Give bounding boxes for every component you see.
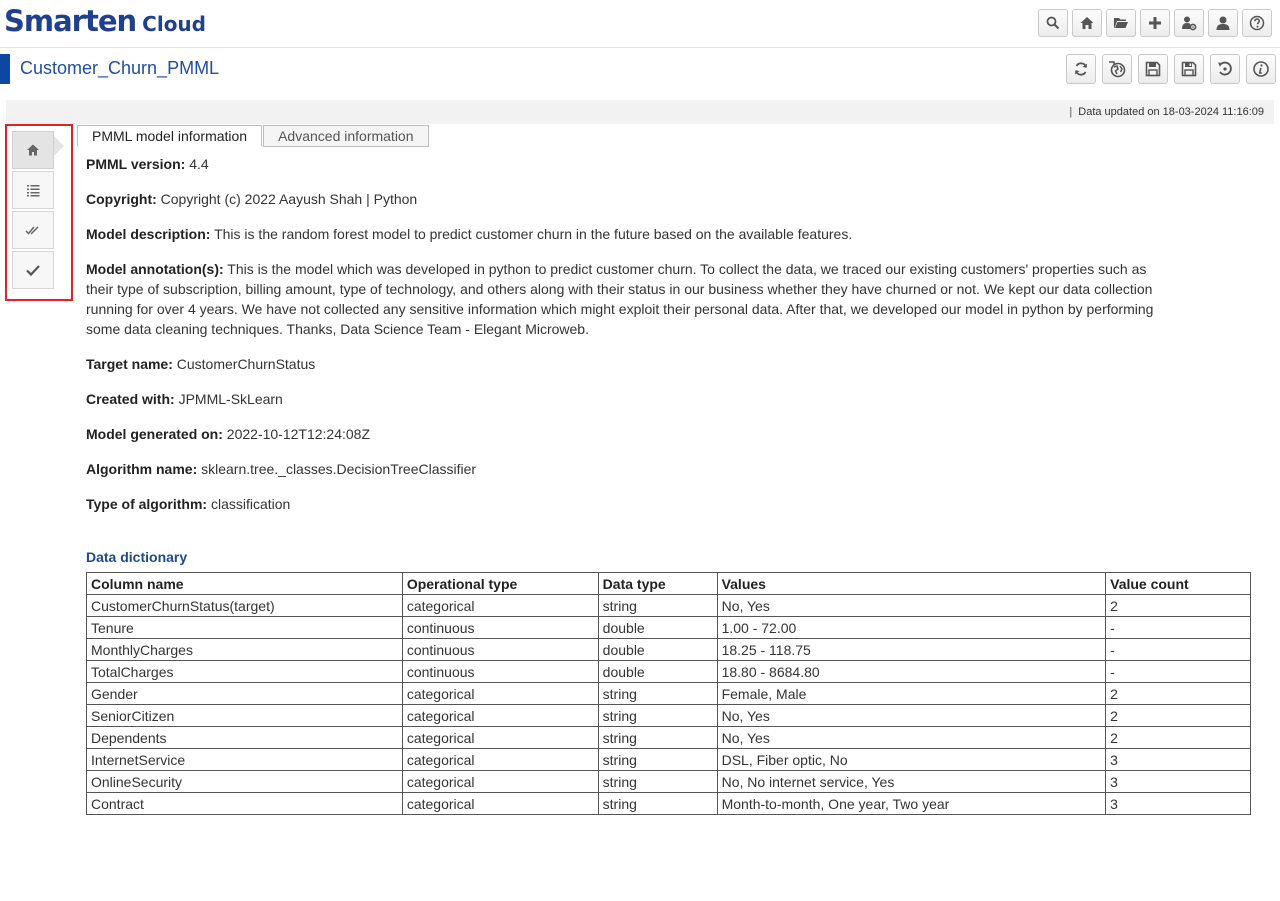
home-button[interactable] xyxy=(1072,9,1102,37)
table-cell: No, Yes xyxy=(717,705,1106,727)
save-as-icon xyxy=(1180,60,1198,78)
table-cell: categorical xyxy=(402,727,598,749)
table-cell: string xyxy=(598,595,717,617)
table-cell: 3 xyxy=(1106,749,1251,771)
table-cell: continuous xyxy=(402,617,598,639)
table-cell: No, Yes xyxy=(717,727,1106,749)
save-as-button[interactable] xyxy=(1174,54,1204,84)
info-model-description: Model description: This is the random forest model to predict customer churn in the future based on the available features. xyxy=(86,226,853,242)
sidenav-home[interactable] xyxy=(12,131,54,169)
table-cell: 18.25 - 118.75 xyxy=(717,639,1106,661)
tab-advanced-information[interactable]: Advanced information xyxy=(263,125,428,147)
table-row xyxy=(87,705,1251,727)
table-cell: CustomerChurnStatus(target) xyxy=(87,595,403,617)
info-model-generated-on: Model generated on: 2022-10-12T12:24:08Z xyxy=(86,426,371,442)
table-cell: categorical xyxy=(402,771,598,793)
plus-icon xyxy=(1147,15,1163,31)
table-row xyxy=(87,683,1251,705)
table-cell: categorical xyxy=(402,749,598,771)
tab-bar xyxy=(77,125,429,147)
refresh-icon xyxy=(1072,60,1090,78)
table-cell: 2 xyxy=(1106,683,1251,705)
data-dictionary-title: Data dictionary xyxy=(86,549,188,565)
table-cell: string xyxy=(598,705,717,727)
table-cell: Tenure xyxy=(87,617,403,639)
table-cell: Gender xyxy=(87,683,403,705)
table-cell: SeniorCitizen xyxy=(87,705,403,727)
table-cell: string xyxy=(598,683,717,705)
help-button[interactable] xyxy=(1242,9,1272,37)
table-cell: categorical xyxy=(402,705,598,727)
add-button[interactable] xyxy=(1140,9,1170,37)
table-cell: double xyxy=(598,639,717,661)
table-cell: InternetService xyxy=(87,749,403,771)
data-updated-status xyxy=(1069,106,1264,118)
title-accent-bar xyxy=(0,54,10,84)
table-cell: No, No internet service, Yes xyxy=(717,771,1106,793)
top-bar xyxy=(0,0,1280,48)
table-row xyxy=(87,793,1251,815)
table-row xyxy=(87,749,1251,771)
search-icon xyxy=(1045,15,1061,31)
table-cell: 2 xyxy=(1106,727,1251,749)
column-header: Column name xyxy=(87,573,403,595)
column-header: Values xyxy=(717,573,1106,595)
table-cell: double xyxy=(598,661,717,683)
page-title: Customer_Churn_PMML xyxy=(20,58,220,78)
info-button[interactable] xyxy=(1246,54,1276,84)
table-row xyxy=(87,595,1251,617)
table-cell: 3 xyxy=(1106,793,1251,815)
table-cell: continuous xyxy=(402,639,598,661)
info-copyright: Copyright: Copyright (c) 2022 Aayush Shah | Python xyxy=(86,191,418,207)
table-cell: string xyxy=(598,793,717,815)
info-pmml-version: PMML version: 4.4 xyxy=(86,156,209,172)
table-cell: categorical xyxy=(402,683,598,705)
check-icon xyxy=(25,262,41,278)
info-model-annotations: Model annotation(s): This is the model which was developed in python to predict customer churn. To collect the data, we traced our existing customers' properties such as their type of subscription, billing amount, type of technology, and others along with their status in our business whether they have churned or not. We kept our data collection running for over 4 years. We have not collected any sensitive information which might exploit their personal data. After that, we developed our model in python by performing some data cleaning techniques. Thanks, Data Science Team - Elegant Microweb. xyxy=(86,261,1154,337)
active-indicator-arrow xyxy=(54,136,64,156)
table-cell: MonthlyCharges xyxy=(87,639,403,661)
status-text: Data updated on 18-03-2024 11:16:09 xyxy=(1078,106,1264,118)
folder-open-icon xyxy=(1113,15,1129,31)
table-cell: 1.00 - 72.00 xyxy=(717,617,1106,639)
reload-model-button[interactable] xyxy=(1210,54,1240,84)
data-dictionary-table xyxy=(86,572,1251,815)
column-header: Value count xyxy=(1106,573,1251,595)
publish-button[interactable] xyxy=(1102,54,1132,84)
globe-icon xyxy=(1108,60,1126,78)
logo-main-text: Smarten xyxy=(4,4,137,38)
open-folder-button[interactable] xyxy=(1106,9,1136,37)
side-navigation xyxy=(5,124,73,301)
sidenav-list[interactable] xyxy=(12,171,54,209)
app-logo[interactable] xyxy=(4,4,206,38)
table-cell: 2 xyxy=(1106,595,1251,617)
reload-icon xyxy=(1216,60,1234,78)
table-row xyxy=(87,639,1251,661)
table-row xyxy=(87,727,1251,749)
save-icon xyxy=(1144,60,1162,78)
table-row xyxy=(87,661,1251,683)
table-row xyxy=(87,771,1251,793)
table-cell: Contract xyxy=(87,793,403,815)
table-cell: Female, Male xyxy=(717,683,1106,705)
user-gear-icon xyxy=(1181,15,1197,31)
info-type-of-algorithm: Type of algorithm: classification xyxy=(86,496,291,512)
table-cell: Dependents xyxy=(87,727,403,749)
table-cell: No, Yes xyxy=(717,595,1106,617)
info-icon xyxy=(1252,60,1270,78)
table-cell: string xyxy=(598,771,717,793)
double-check-icon xyxy=(25,222,41,238)
tab-pmml-model-information[interactable]: PMML model information xyxy=(77,125,262,147)
table-cell: categorical xyxy=(402,595,598,617)
table-row xyxy=(87,617,1251,639)
info-target-name: Target name: CustomerChurnStatus xyxy=(86,356,316,372)
refresh-button[interactable] xyxy=(1066,54,1096,84)
table-cell: TotalCharges xyxy=(87,661,403,683)
table-header-row xyxy=(87,573,1251,595)
search-button[interactable] xyxy=(1038,9,1068,37)
table-cell: 2 xyxy=(1106,705,1251,727)
user-settings-button[interactable] xyxy=(1174,9,1204,37)
list-icon xyxy=(25,182,41,198)
table-cell: string xyxy=(598,727,717,749)
table-cell: 3 xyxy=(1106,771,1251,793)
logo-sub-text: Cloud xyxy=(142,12,206,36)
column-header: Operational type xyxy=(402,573,598,595)
status-separator: | xyxy=(1069,106,1073,118)
info-created-with: Created with: JPMML-SkLearn xyxy=(86,391,283,407)
table-cell: 18.80 - 8684.80 xyxy=(717,661,1106,683)
table-cell: string xyxy=(598,749,717,771)
home-icon xyxy=(25,142,41,158)
table-cell: DSL, Fiber optic, No xyxy=(717,749,1106,771)
table-cell: OnlineSecurity xyxy=(87,771,403,793)
top-toolbar xyxy=(1038,9,1272,37)
model-information xyxy=(86,154,1161,529)
save-button[interactable] xyxy=(1138,54,1168,84)
column-header: Data type xyxy=(598,573,717,595)
info-algorithm-name: Algorithm name: sklearn.tree._classes.DecisionTreeClassifier xyxy=(86,461,477,477)
user-icon xyxy=(1215,15,1231,31)
sidenav-double-check[interactable] xyxy=(12,211,54,249)
title-row xyxy=(0,52,1280,86)
table-cell: categorical xyxy=(402,793,598,815)
question-icon xyxy=(1249,15,1265,31)
table-cell: Month-to-month, One year, Two year xyxy=(717,793,1106,815)
home-icon xyxy=(1079,15,1095,31)
table-cell: double xyxy=(598,617,717,639)
table-cell: - xyxy=(1106,639,1251,661)
table-cell: - xyxy=(1106,661,1251,683)
sidenav-check[interactable] xyxy=(12,251,54,289)
status-bar xyxy=(6,100,1274,124)
profile-button[interactable] xyxy=(1208,9,1238,37)
title-toolbar xyxy=(1066,54,1276,84)
table-cell: continuous xyxy=(402,661,598,683)
table-cell: - xyxy=(1106,617,1251,639)
